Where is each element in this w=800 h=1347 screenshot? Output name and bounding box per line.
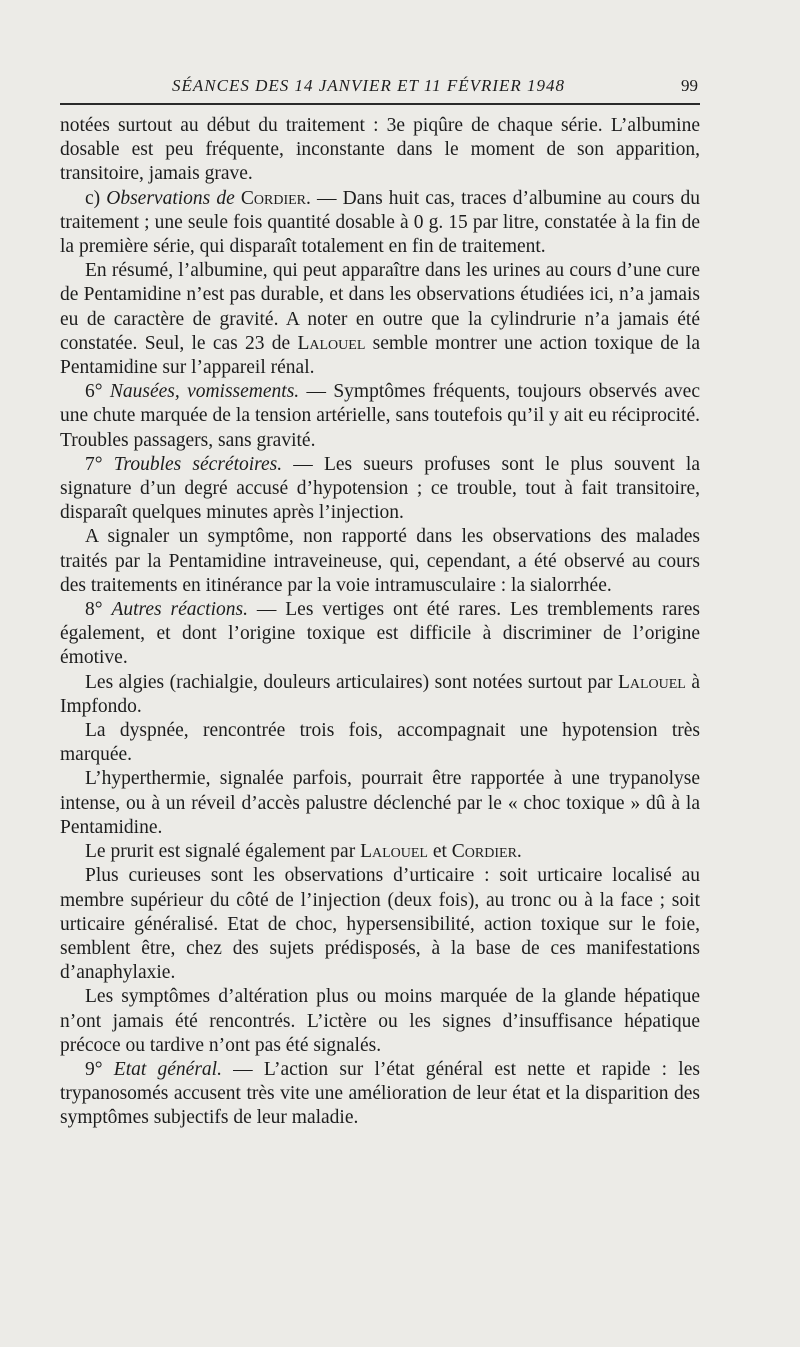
- body-text: [60, 114, 700, 1131]
- paragraph-hyperthermie: L’hyperthermie, signalée parfois, pourrait être rapportée à une trypanolyse intense, ou à un réveil d’accès palustre déclenché par le « choc toxique » dû à la Pentamidine.: [60, 768, 700, 838]
- author-name: Lalouel: [617, 671, 686, 693]
- running-title: SÉANCES DES 14 JANVIER ET 11 FÉVRIER 1948: [172, 76, 566, 95]
- paragraph-urticaire: Plus curieuses sont les observations d’urticaire : soit urticaire localisé au membre supérieur du côté de l’injection (deux fois), au tronc ou à la face ; soit urticaire généralisé. Etat de choc, hypersensibilité, action toxique sur le foie, semblent être, chez des sujets prédisposés, à la base de ces manifestations d’anaphylaxie.: [60, 865, 700, 984]
- paragraph-sialorrhee: A signaler un symptôme, non rapporté dans les observations des malades traités par la Pentamidine intraveineuse, qui, cependant, a été observé au cours des traitements en itinérance par la voie intramusculaire : la sialorrhée.: [60, 526, 700, 596]
- paragraph-nausees: 6° Nausées, vomissements. — Symptômes fréquents, toujours observés avec une chute marquée de la tension artérielle, sans toutefois qu’il y ait eu réciprocité. Troubles passagers, sans gravité.: [60, 381, 700, 451]
- section-heading: Etat général.: [113, 1058, 222, 1080]
- paragraph-etat-general: 9° Etat général. — L’action sur l’état général est nette et rapide : les trypanosomés accusent très vite une amélioration de leur état et la disparition des symptômes subjectifs de leur maladie.: [60, 1058, 700, 1129]
- page-number: 99: [681, 76, 698, 95]
- author-name: Cordier: [240, 187, 307, 209]
- section-heading: Autres réactions.: [111, 599, 248, 621]
- paragraph-algies: Les algies (rachialgie, douleurs articulaires) sont notées surtout par Lalouel à Impfondo.: [60, 671, 701, 717]
- paragraph-troubles-secretoires: 7° Troubles sécrétoires. — Les sueurs profuses sont le plus souvent la signature d’un degré accusé d’hypotension ; ce trouble, tout à fait transitoire, disparaît quelques minutes après l’injection.: [60, 453, 700, 524]
- page-header: [60, 74, 700, 100]
- paragraph-autres-reactions: 8° Autres réactions. — Les vertiges ont été rares. Les tremblements rares également, et dont l’origine toxique est difficile à discriminer de l’origine émotive.: [60, 599, 700, 669]
- paragraph-hepatique: Les symptômes d’altération plus ou moins marquée de la glande hépatique n’ont jamais été rencontrés. L’ictère ou les signes d’insuffisance hépatique précoce ou tardive n’ont pas été signalés.: [60, 986, 700, 1056]
- author-name: Lalouel: [360, 841, 428, 863]
- paragraph-dyspnee: La dyspnée, rencontrée trois fois, accompagnait une hypotension très marquée.: [60, 720, 700, 766]
- paragraph-observations-cordier: c) Observations de Cordier. — Dans huit cas, traces d’albumine au cours du traitement ; une seule fois quantité dosable à 0 g. 15 par litre, constatée à la fin de la première série, qui disparaît totalement en fin de traitement.: [60, 187, 700, 258]
- author-name: Lalouel: [297, 332, 366, 354]
- author-name: Cordier: [451, 841, 517, 863]
- paragraph-resume: En résumé, l’albumine, qui peut apparaître dans les urines au cours d’une cure de Pentamidine n’est pas durable, et dans les observations étudiées ici, n’a jamais eu de caractère de gravité. A noter en outre que la cylindrurie n’a jamais été constatée. Seul, le cas 23 de Lalouel semble montrer une action toxique de la Pentamidine sur l’appareil rénal.: [60, 260, 700, 379]
- paragraph-prurit: Le prurit est signalé également par Lalouel et Cordier.: [85, 841, 522, 863]
- section-heading: Nausées, vomissements.: [109, 381, 300, 403]
- section-heading: Troubles sécrétoires.: [113, 453, 283, 475]
- paragraph-albumine-continuation: notées surtout au début du traitement : 3e piqûre de chaque série. L’albumine dosable est peu fréquente, inconstante dans le moment de son apparition, transitoire, jamais grave.: [60, 115, 700, 185]
- header-rule: [60, 103, 700, 105]
